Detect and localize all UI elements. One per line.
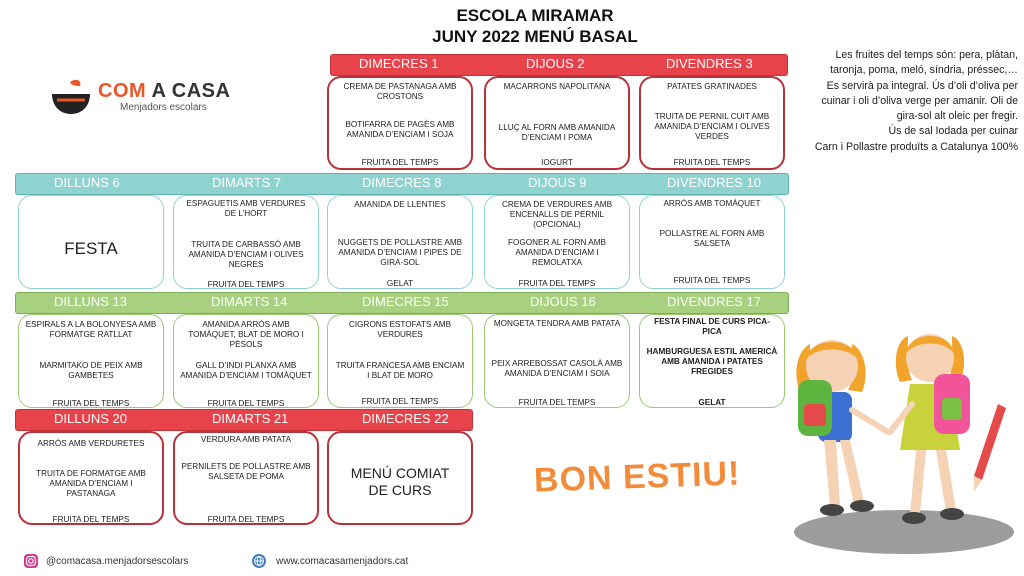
instagram-handle[interactable]: @comacasa.menjadorsescolars [46,556,189,567]
day-label: DIVENDRES 10 [667,175,761,190]
day-label: DIMARTS 21 [212,411,289,426]
menu-card: AMANIDA DE LLENTIES NUGGETS DE POLLASTRE AMB AMANIDA D’ENCIAM I PIPES DE GIRA-SOL GELAT [327,195,473,289]
comiat-label: MENÚ COMIAT DE CURS [350,465,450,498]
day-label: DILLUNS 13 [54,294,127,309]
menu-notes: Les fruites del temps són: pera, plàtan, taronja, poma, meló, síndria, préssec,… Es servirà pa integral. Ús d’oli d’oliva per cuinar i oli d’oliva verge per amanir. Oli de gira-sol alt oleic per fregir. Ús de sal Iodada per cuinar Carn i Pollastre produïts a Catalunya 100% [814,49,1018,153]
day-label: DIJOUS 2 [526,56,585,71]
week1-day-band [330,54,788,76]
menu-card: CIGRONS ESTOFATS AMB VERDURES TRUITA FRANCESA AMB ENCIAM I BLAT DE MORO FRUITA DEL TEMPS [327,314,473,408]
apple-bowl-icon [48,78,94,118]
logo-tagline: Menjadors escolars [120,102,207,113]
day-label: DIJOUS 9 [528,175,587,190]
menu-card: PATATES GRATINADES TRUITA DE PERNIL CUIT AMB AMANIDA D’ENCIAM I OLIVES VERDES FRUITA DEL TEMPS [639,76,785,170]
day-label: DILLUNS 20 [54,411,127,426]
instagram-icon [24,554,38,568]
festa-label: FESTA [64,239,118,258]
kids-with-backpacks-illustration [784,300,1024,570]
globe-icon [252,554,266,568]
week3-day-band [15,292,789,314]
menu-card [327,431,473,525]
menu-card: ARRÒS AMB TOMÀQUET POLLASTRE AL FORN AMB SALSETA FRUITA DEL TEMPS [639,195,785,289]
day-label: DIMECRES 22 [362,411,449,426]
menu-card: FESTA FINAL DE CURS PICA-PICA HAMBURGUESA ESTIL AMERICÀ AMB AMANIDA I PATATES FREGIDES GELAT [639,314,785,408]
week4-day-band [15,409,473,431]
com-a-casa-logo [48,78,263,118]
day-label: DIMECRES 15 [362,294,449,309]
school-title: ESCOLA MIRAMAR [456,6,614,25]
menu-card: ARRÒS AMB VERDURETES TRUITA DE FORMATGE AMB AMANIDA D’ENCIAM I PASTANAGA FRUITA DEL TEMPS [18,431,164,525]
logo-brand: COM A CASA [98,80,231,102]
menu-card: MACARRONS NAPOLITANA LLUÇ AL FORN AMB AMANIDA D’ENCIAM I POMA IOGURT [484,76,630,170]
menu-title: JUNY 2022 MENÚ BASAL [432,27,638,46]
menu-card: MONGETA TENDRA AMB PATATA PEIX ARREBOSSAT CASOLÀ AMB AMANIDA D’ENCIAM I SOIA FRUITA DEL TEMPS [484,314,630,408]
menu-card: ESPAGUETIS AMB VERDURES DE L’HORT TRUITA DE CARBASSÓ AMB AMANIDA D’ENCIAM I OLIVES NEGRES FRUITA DEL TEMPS [173,195,319,289]
day-label: DILLUNS 6 [54,175,120,190]
menu-card: VERDURA AMB PATATA PERNILETS DE POLLASTRE AMB SALSETA DE POMA FRUITA DEL TEMPS [173,431,319,525]
website-link[interactable]: www.comacasamenjadors.cat [276,556,409,567]
menu-card: CREMA DE PASTANAGA AMB CROSTONS BOTIFARRA DE PAGÈS AMB AMANIDA D’ENCIAM I SOJA FRUITA DEL TEMPS [327,76,473,170]
menu-card: CREMA DE VERDURES AMB ENCENALLS DE PERNIL (OPCIONAL) FOGONER AL FORN AMB AMANIDA D’ENCIAM I REMOLATXA FRUITA DEL TEMPS [484,195,630,289]
menu-card: ESPIRALS A LA BOLONYESA AMB FORMATGE RATLLAT MARMITAKO DE PEIX AMB GAMBETES FRUITA DEL TEMPS [18,314,164,408]
day-label: DIVENDRES 17 [667,294,761,309]
day-label: DIJOUS 16 [530,294,596,309]
day-label: DIVENDRES 3 [666,56,753,71]
menu-card: AMANIDA ARRÒS AMB TOMÀQUET, BLAT DE MORO I PÈSOLS GALL D’INDI PLANXA AMB AMANIDA D’ENCIAM I TOMÀQUET FRUITA DEL TEMPS [173,314,319,408]
menu-card [18,195,164,289]
bon-estiu-heading: BON ESTIU! [533,454,742,500]
day-label: DIMECRES 8 [362,175,442,190]
week2-day-band [15,173,789,195]
day-label: DIMARTS 14 [211,294,288,309]
day-label: DIMARTS 7 [212,175,282,190]
day-label: DIMECRES 1 [359,56,439,71]
